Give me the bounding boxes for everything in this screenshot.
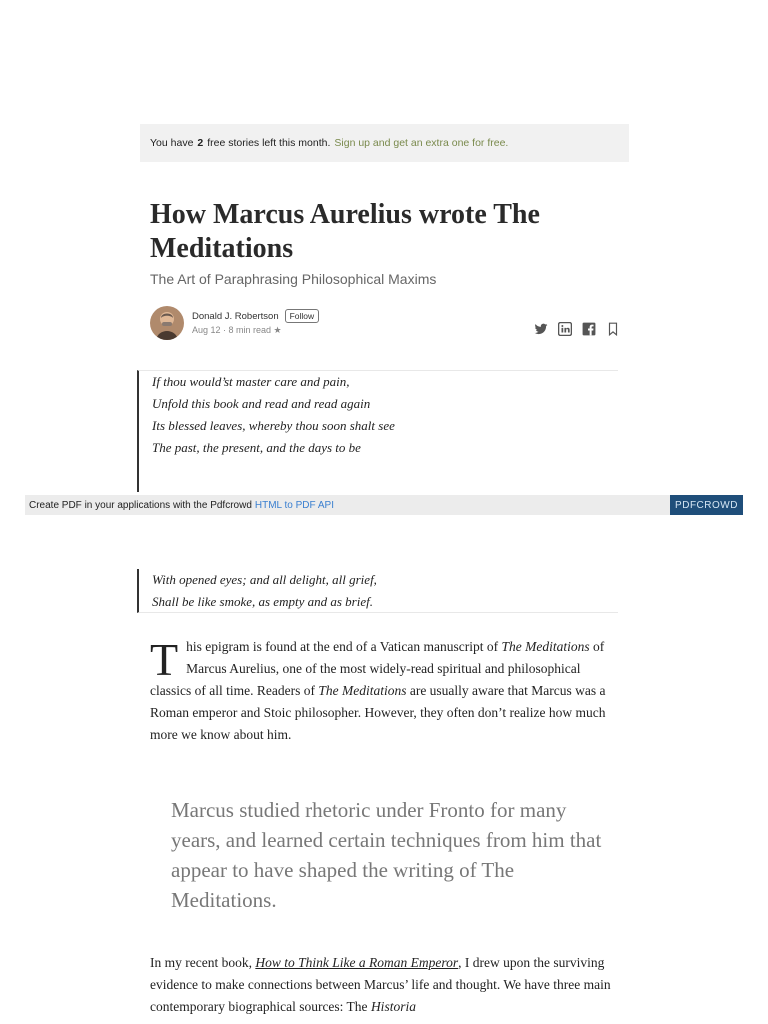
poem-line: If thou would’st master care and pain,	[152, 374, 350, 389]
article-subtitle: The Art of Paraphrasing Philosophical Maxims	[150, 271, 437, 287]
paragraph-text: , I drew upon the surviving evidence to make connections between Marcus’ life and thought. We have three main contemporary biographical sources: The	[150, 955, 611, 1014]
drop-cap: T	[150, 634, 179, 685]
banner-count: 2	[197, 137, 204, 149]
pdf-api-link[interactable]: HTML to PDF API	[254, 499, 334, 511]
book-link[interactable]: How to Think Like a Roman Emperor	[255, 955, 459, 970]
signup-link[interactable]: Sign up and get an extra one for free.	[334, 137, 509, 149]
paragraph-emphasis: The Meditations	[318, 683, 407, 698]
poem-line: With opened eyes; and all delight, all grief,	[152, 572, 377, 587]
pdfcrowd-bar	[25, 495, 743, 515]
article-meta: Aug 12 · 8 min read ★	[192, 325, 282, 335]
author-avatar[interactable]	[150, 306, 184, 340]
poem-line: Shall be like smoke, as empty and as brief.	[152, 594, 373, 609]
paragraph-text: his epigram is found at the end of a Vatican manuscript of	[186, 639, 502, 654]
poem-blockquote-2	[137, 569, 618, 613]
author-name[interactable]: Donald J. Robertson	[192, 310, 279, 322]
linkedin-icon[interactable]	[558, 322, 572, 336]
article-title: How Marcus Aurelius wrote The Meditations	[150, 199, 540, 264]
poem-line: Its blessed leaves, whereby thou soon shalt see	[152, 418, 395, 433]
poem-line: Unfold this book and read and read again	[152, 396, 371, 411]
paragraph-emphasis: The Meditations	[501, 639, 590, 654]
body-paragraph-2	[150, 952, 618, 1018]
pdf-bar-text: Create PDF in your applications with the Pdfcrowd	[29, 499, 252, 511]
paragraph-text: are usually aware that Marcus was a Roman emperor and Stoic philosopher. However, they often don’t realize how much more we know about him.	[150, 683, 606, 742]
poem-blockquote-1	[137, 370, 618, 492]
byline	[150, 306, 620, 342]
facebook-icon[interactable]	[582, 322, 596, 336]
paragraph-emphasis: Historia	[370, 999, 416, 1014]
bookmark-icon[interactable]	[606, 322, 620, 336]
paragraph-text: of Marcus Aurelius, one of the most widely-read spiritual and philosophical classics of all time. Readers of	[150, 639, 605, 698]
follow-button[interactable]: Follow	[285, 309, 320, 323]
pull-quote: Marcus studied rhetoric under Fronto for many years, and learned certain techniques from him that appear to have shaped the writing of The Meditations.	[171, 798, 602, 912]
author-row	[192, 309, 319, 323]
pdfcrowd-logo[interactable]: PDFCROWD	[670, 495, 743, 515]
body-paragraph-1	[150, 636, 618, 746]
poem-line: The past, the present, and the days to be	[152, 440, 361, 455]
share-bar	[534, 322, 620, 336]
free-stories-banner	[140, 124, 629, 162]
banner-prefix: You have	[150, 137, 194, 149]
banner-suffix: free stories left this month.	[207, 137, 331, 149]
twitter-icon[interactable]	[534, 322, 548, 336]
paragraph-text: In my recent book,	[150, 955, 256, 970]
